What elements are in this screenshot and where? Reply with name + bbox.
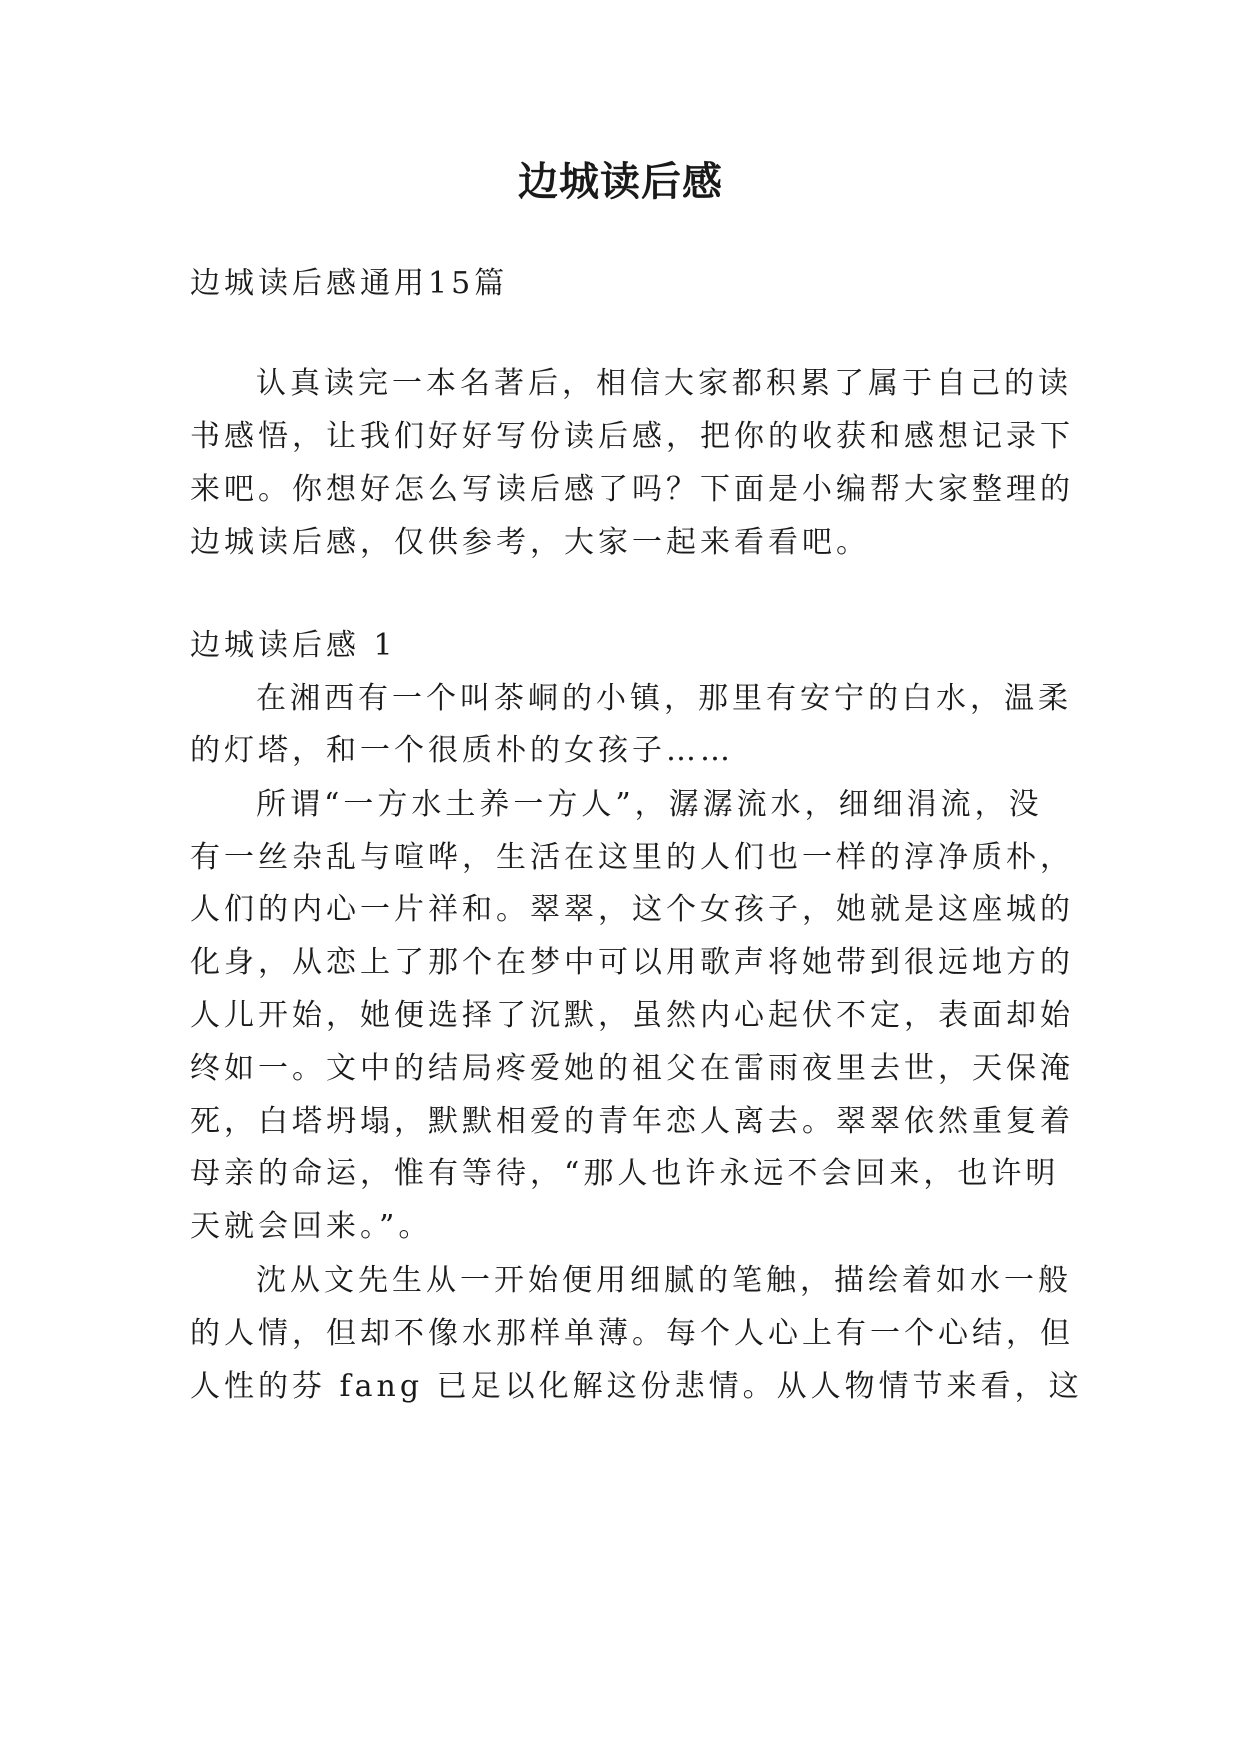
intro-line: 认真读完一本名著后，相信大家都积累了属于自己的读 bbox=[256, 366, 1072, 401]
paragraph-line: 化身，从恋上了那个在梦中可以用歌声将她带到很远地方的 bbox=[190, 945, 1074, 980]
paragraph-line: 人性的芬 fang 已足以化解这份悲情。从人物情节来看，这 bbox=[190, 1369, 1083, 1404]
paragraph-line: 的灯塔，和一个很质朴的女孩子…… bbox=[190, 733, 734, 768]
paragraph-line: 在湘西有一个叫茶峒的小镇，那里有安宁的白水，温柔 bbox=[256, 681, 1072, 716]
document-subtitle: 边城读后感通用15篇 bbox=[190, 266, 509, 301]
paragraph-line: 的人情，但却不像水那样单薄。每个人心上有一个心结，但 bbox=[190, 1316, 1074, 1351]
paragraph-line: 母亲的命运，惟有等待，“那人也许永远不会回来，也许明 bbox=[190, 1156, 1060, 1191]
intro-line: 书感悟，让我们好好写份读后感，把你的收获和感想记录下 bbox=[190, 419, 1074, 454]
paragraph-line: 人们的内心一片祥和。翠翠，这个女孩子，她就是这座城的 bbox=[190, 892, 1074, 927]
section-heading: 边城读后感 1 bbox=[190, 628, 397, 663]
paragraph-line: 天就会回来。”。 bbox=[190, 1209, 433, 1244]
paragraph-line: 终如一。文中的结局疼爱她的祖父在雷雨夜里去世，天保淹 bbox=[190, 1051, 1074, 1086]
paragraph-line: 有一丝杂乱与喧哗，生活在这里的人们也一样的淳净质朴， bbox=[190, 840, 1074, 875]
paragraph-line: 所谓“一方水土养一方人”，潺潺流水，细细涓流，没 bbox=[256, 787, 1043, 822]
paragraph-line: 沈从文先生从一开始便用细腻的笔触，描绘着如水一般 bbox=[256, 1263, 1072, 1298]
intro-line: 边城读后感，仅供参考，大家一起来看看吧。 bbox=[190, 525, 870, 560]
intro-line: 来吧。你想好怎么写读后感了吗？下面是小编帮大家整理的 bbox=[190, 472, 1074, 507]
paragraph-line: 死，白塔坍塌，默默相爱的青年恋人离去。翠翠依然重复着 bbox=[190, 1104, 1074, 1139]
document-title: 边城读后感 bbox=[518, 159, 723, 205]
paragraph-line: 人儿开始，她便选择了沉默，虽然内心起伏不定，表面却始 bbox=[190, 998, 1074, 1033]
